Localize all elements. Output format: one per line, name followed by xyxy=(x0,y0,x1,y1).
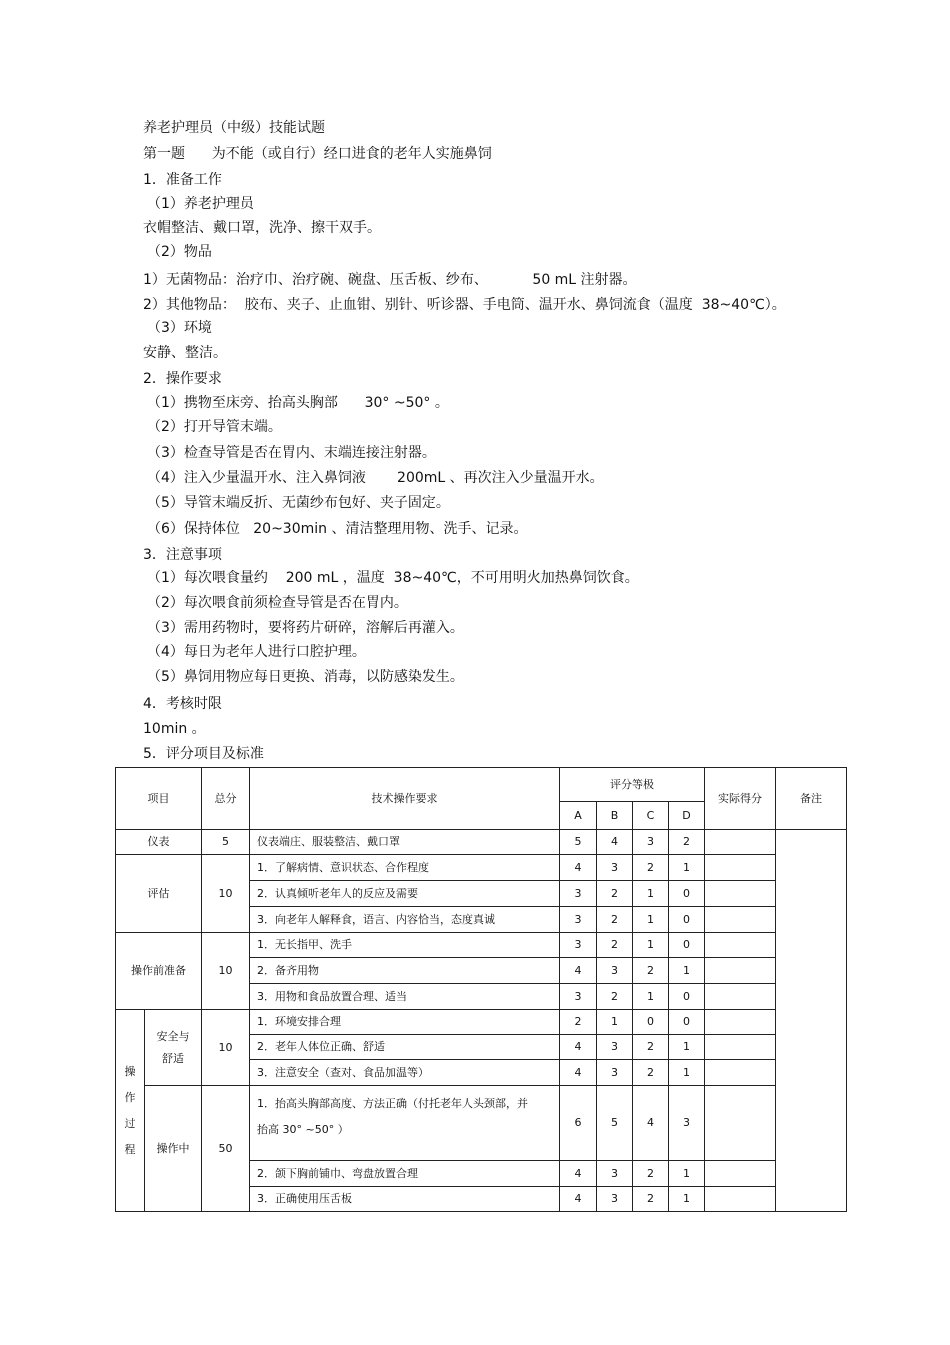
body-text: 10min 。 xyxy=(143,721,206,737)
grade-d: D xyxy=(669,802,705,830)
requirement-cell: 3．向老年人解释食，语言、内容恰当，态度真诚 xyxy=(250,907,560,933)
score-a: 4 xyxy=(560,1060,597,1086)
item-cell: 操作前准备 xyxy=(116,933,202,1010)
requirement-cell: 3．注意安全（查对、食品加温等） xyxy=(250,1060,560,1086)
score-c: 2 xyxy=(633,1060,669,1086)
scoring-table xyxy=(115,767,847,1212)
list-item: （6）保持体位 20~30min 、清洁整理用物、洗手、记录。 xyxy=(147,521,528,537)
process-char: 操 xyxy=(124,1064,136,1078)
score-c: 0 xyxy=(633,1010,669,1035)
score-a: 3 xyxy=(560,907,597,933)
score-d: 1 xyxy=(669,1187,705,1212)
score-a: 5 xyxy=(560,830,597,855)
score-a: 4 xyxy=(560,1161,597,1187)
document-title: 养老护理员（中级）技能试题 xyxy=(143,120,325,136)
score-c: 2 xyxy=(633,1187,669,1212)
total-cell: 50 xyxy=(202,1086,250,1212)
grade-b: B xyxy=(597,802,633,830)
item-cell: 评估 xyxy=(116,855,202,933)
header-note: 备注 xyxy=(776,768,847,830)
actual-score-cell[interactable] xyxy=(705,1086,776,1161)
actual-score-cell[interactable] xyxy=(705,1187,776,1212)
section-heading: 1．准备工作 xyxy=(143,172,222,188)
score-c: 1 xyxy=(633,984,669,1010)
body-text: 衣帽整洁、戴口罩，洗净、擦干双手。 xyxy=(143,220,381,236)
score-d: 0 xyxy=(669,933,705,958)
score-a: 4 xyxy=(560,1187,597,1212)
score-d: 3 xyxy=(669,1086,705,1161)
score-b: 3 xyxy=(597,958,633,984)
table-row xyxy=(116,855,847,881)
table-row xyxy=(116,1086,847,1161)
total-cell: 10 xyxy=(202,933,250,1010)
requirement-cell: 1．环境安排合理 xyxy=(250,1010,560,1035)
score-b: 2 xyxy=(597,881,633,907)
actual-score-cell[interactable] xyxy=(705,830,776,855)
process-char: 程 xyxy=(124,1142,136,1156)
score-d: 0 xyxy=(669,984,705,1010)
total-cell: 5 xyxy=(202,830,250,855)
score-b: 5 xyxy=(597,1086,633,1161)
actual-score-cell[interactable] xyxy=(705,881,776,907)
question-heading: 第一题 为不能（或自行）经口进食的老年人实施鼻饲 xyxy=(143,146,492,162)
grade-a: A xyxy=(560,802,597,830)
list-item: （3）检查导管是否在胃内、末端连接注射器。 xyxy=(147,445,436,461)
subsection-heading: （2）物品 xyxy=(147,244,212,260)
actual-score-cell[interactable] xyxy=(705,1010,776,1035)
list-item: （4）注入少量温开水、注入鼻饲液 200mL 、再次注入少量温开水。 xyxy=(147,470,604,486)
score-a: 4 xyxy=(560,958,597,984)
process-char: 作 xyxy=(124,1090,136,1104)
list-item: （2）每次喂食前须检查导管是否在胃内。 xyxy=(147,595,408,611)
score-a: 3 xyxy=(560,881,597,907)
body-text: 安静、整洁。 xyxy=(143,345,227,361)
score-c: 2 xyxy=(633,855,669,881)
score-d: 1 xyxy=(669,1161,705,1187)
score-a: 2 xyxy=(560,1010,597,1035)
score-a: 6 xyxy=(560,1086,597,1161)
score-d: 1 xyxy=(669,1060,705,1086)
list-item: （4）每日为老年人进行口腔护理。 xyxy=(147,644,366,660)
score-c: 3 xyxy=(633,830,669,855)
requirement-cell: 3．用物和食品放置合理、适当 xyxy=(250,984,560,1010)
header-item: 项目 xyxy=(116,768,202,830)
score-b: 4 xyxy=(597,830,633,855)
total-cell: 10 xyxy=(202,855,250,933)
score-a: 3 xyxy=(560,984,597,1010)
score-a: 3 xyxy=(560,933,597,958)
requirement-cell: 3．正确使用压舌板 xyxy=(250,1187,560,1212)
actual-score-cell[interactable] xyxy=(705,984,776,1010)
process-char: 过 xyxy=(124,1116,136,1130)
requirement-cell: 2．认真倾听老年人的反应及需要 xyxy=(250,881,560,907)
requirement-cell: 2．颌下胸前铺巾、弯盘放置合理 xyxy=(250,1161,560,1187)
score-a: 4 xyxy=(560,855,597,881)
section-heading: 5．评分项目及标准 xyxy=(143,746,264,762)
actual-score-cell[interactable] xyxy=(705,1161,776,1187)
requirement-cell: 2．备齐用物 xyxy=(250,958,560,984)
score-d: 2 xyxy=(669,830,705,855)
note-cell[interactable] xyxy=(776,830,847,1212)
score-d: 1 xyxy=(669,958,705,984)
score-c: 4 xyxy=(633,1086,669,1161)
item-cell: 操作中 xyxy=(145,1086,202,1212)
score-b: 1 xyxy=(597,1010,633,1035)
table-row xyxy=(116,933,847,958)
requirement-cell: 仪表端庄、服装整洁、戴口罩 xyxy=(250,830,560,855)
actual-score-cell[interactable] xyxy=(705,958,776,984)
score-c: 1 xyxy=(633,933,669,958)
score-d: 0 xyxy=(669,907,705,933)
body-text: 1）无菌物品：治疗巾、治疗碗、碗盘、压舌板、纱布、 50 mL 注射器。 xyxy=(143,272,637,288)
score-a: 4 xyxy=(560,1035,597,1060)
header-total: 总分 xyxy=(202,768,250,830)
score-b: 3 xyxy=(597,855,633,881)
score-b: 2 xyxy=(597,933,633,958)
header-grade: 评分等极 xyxy=(560,768,705,802)
table-row xyxy=(116,830,847,855)
score-b: 2 xyxy=(597,907,633,933)
requirement-cell: 1．无长指甲、洗手 xyxy=(250,933,560,958)
safety-label-line: 安全与 xyxy=(156,1029,190,1043)
actual-score-cell[interactable] xyxy=(705,933,776,958)
score-c: 2 xyxy=(633,1035,669,1060)
header-requirement: 技术操作要求 xyxy=(250,768,560,830)
score-c: 1 xyxy=(633,907,669,933)
table-row xyxy=(116,1010,847,1035)
score-b: 3 xyxy=(597,1035,633,1060)
requirement-cell: 2．老年人体位正确、舒适 xyxy=(250,1035,560,1060)
table-header-row xyxy=(116,768,847,802)
score-c: 2 xyxy=(633,1161,669,1187)
requirement-line: 1．抬高头胸部高度、方法正确（付托老年人头颈部，并 xyxy=(257,1097,528,1110)
actual-score-cell[interactable] xyxy=(705,1060,776,1086)
section-heading: 2．操作要求 xyxy=(143,371,222,387)
section-heading: 4．考核时限 xyxy=(143,696,222,712)
actual-score-cell[interactable] xyxy=(705,907,776,933)
body-text: 2）其他物品： 胶布、夹子、止血钳、别针、听诊器、手电筒、温开水、鼻饲流食（温度 38~40℃）。 xyxy=(143,297,786,313)
score-d: 0 xyxy=(669,1010,705,1035)
header-actual-score: 实际得分 xyxy=(705,768,776,830)
subsection-heading: （1）养老护理员 xyxy=(147,196,254,212)
score-d: 0 xyxy=(669,881,705,907)
score-b: 2 xyxy=(597,984,633,1010)
section-heading: 3．注意事项 xyxy=(143,547,222,563)
list-item: （1）每次喂食量约 200 mL ，温度 38~40℃，不可用明火加热鼻饲饮食。 xyxy=(147,570,639,586)
score-c: 1 xyxy=(633,881,669,907)
score-b: 3 xyxy=(597,1161,633,1187)
list-item: （5）鼻饲用物应每日更换、消毒，以防感染发生。 xyxy=(147,669,464,685)
score-d: 1 xyxy=(669,855,705,881)
list-item: （1）携物至床旁、抬高头胸部 30° ~50° 。 xyxy=(147,395,449,411)
actual-score-cell[interactable] xyxy=(705,1035,776,1060)
score-b: 3 xyxy=(597,1187,633,1212)
total-cell: 10 xyxy=(202,1010,250,1086)
item-cell: 仪表 xyxy=(116,830,202,855)
requirement-line: 抬高 30° ~50° ） xyxy=(257,1123,349,1136)
actual-score-cell[interactable] xyxy=(705,855,776,881)
score-d: 1 xyxy=(669,1035,705,1060)
subsection-heading: （3）环境 xyxy=(147,320,212,336)
list-item: （3）需用药物时，要将药片研碎，溶解后再灌入。 xyxy=(147,620,464,636)
process-group-cell xyxy=(116,1010,145,1212)
score-b: 3 xyxy=(597,1060,633,1086)
score-c: 2 xyxy=(633,958,669,984)
list-item: （2）打开导管末端。 xyxy=(147,419,282,435)
grade-c: C xyxy=(633,802,669,830)
safety-label-line: 舒适 xyxy=(162,1051,184,1065)
item-cell-safety xyxy=(145,1010,202,1086)
requirement-cell xyxy=(250,1086,560,1161)
requirement-cell: 1．了解病情、意识状态、合作程度 xyxy=(250,855,560,881)
list-item: （5）导管末端反折、无菌纱布包好、夹子固定。 xyxy=(147,495,450,511)
